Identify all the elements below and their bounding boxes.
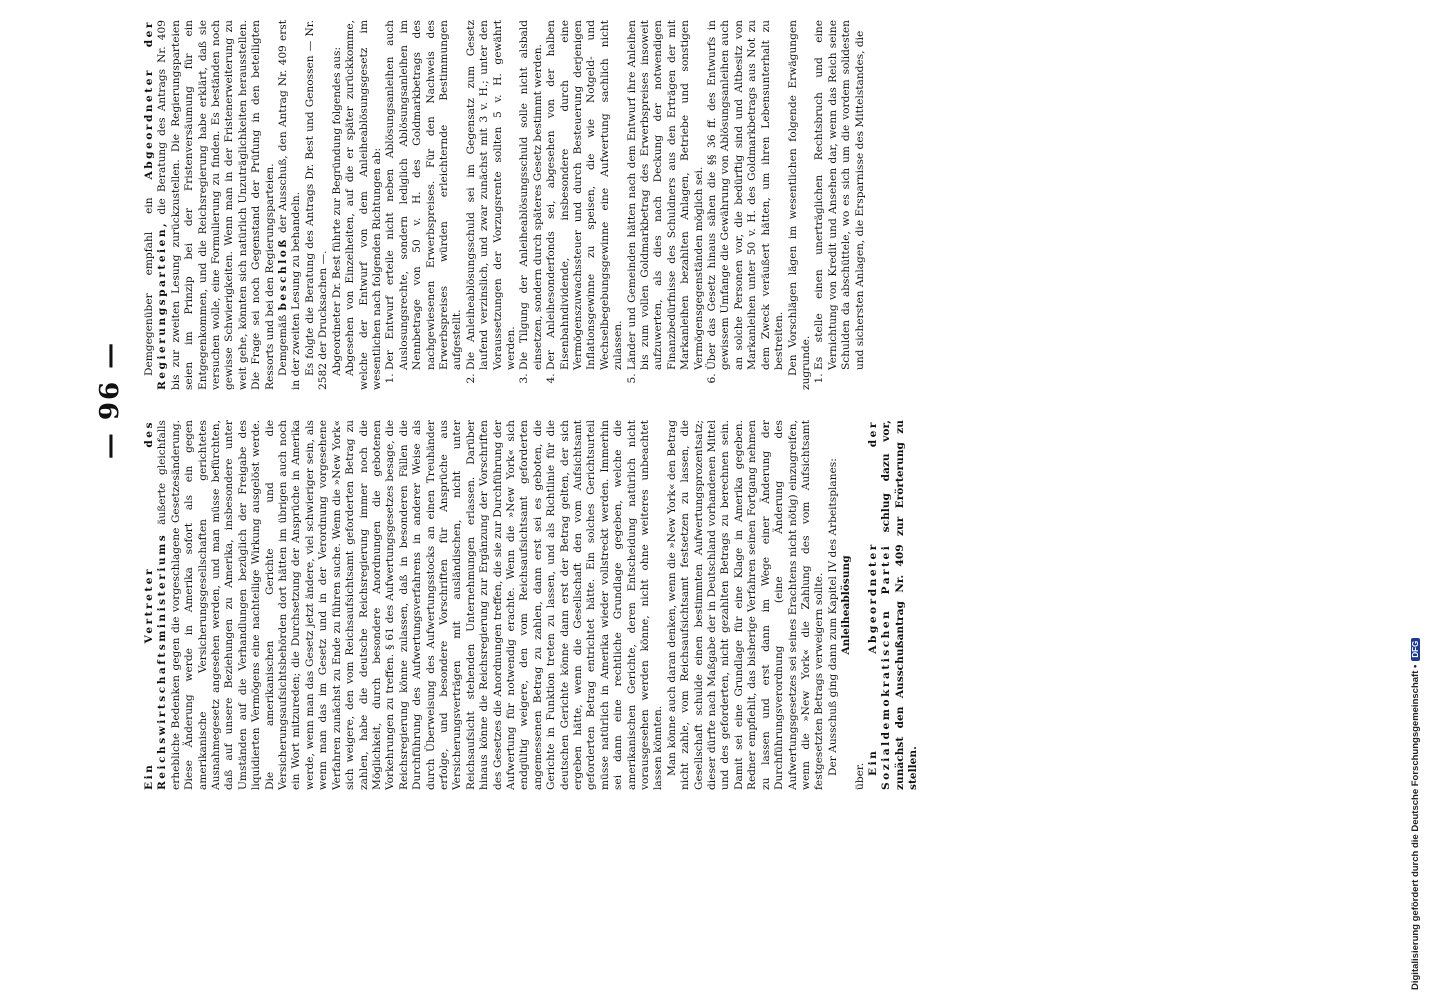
paragraph	[277, 20, 304, 390]
list-item: 1. Der Entwurf erteile nicht neben Ablösungsanleihen auch Auslosungsrechte, sondern lediglich Ablösungsanleihen im Nennbetrage von 50 v. H. des Goldmarkbetrags des nachgewiesenen Erwerbspreises. Für den Nachweis des Erwerbspreises würden erleichternde Bestimmungen aufgestellt.	[384, 20, 464, 370]
paragraph: Abgeordneter Dr. Best führte zur Begründung folgendes aus:	[330, 46, 343, 376]
numbered-list	[813, 20, 867, 390]
section-heading: Anleiheablösung	[840, 555, 853, 655]
paragraph-text: die Beratung des Antrags Nr. 409 bis zur zweiten Lesung zurückzustellen. Die Regierungsparteien seien im Prinzip bei der Fristenversäumung für ein Entgegenkommen, und die Reichsregierung habe erklärt, daß sie versuchen wolle, eine Formulierung zu finden. Es beständen noch gewisse Schwierigkeiten. Wenn man in der Fristenerweiterung zu weit gehe, könnten sich natürlich Unzuträglichkeiten herausstellen. Die Frage sei noch Gegenstand der Prüfung in den beteiligten Ressorts und bei den Regierungsparteien.	[156, 20, 276, 390]
page-number: — 96 —	[95, 340, 125, 460]
rotated-page	[95, 10, 1285, 790]
paragraph	[867, 420, 921, 790]
paragraph-text: Demgemäß	[277, 314, 290, 376]
list-item: 5. Länder und Gemeinden hätten nach dem Entwurf ihre Anleihen bis zum vollen Goldmarkbetrag des Erwerbspreises insoweit aufzuwerten, als dies nach Deckung der notwendigen Finanzbedürfnisse des Schuldners aus den Erträgen der mit Markanleihen bezahlten Anlagen, Betriebe und sonstigen Vermögensgegenständen möglich sei.	[626, 20, 706, 370]
credit-text: Digitalisierung gefördert durch die Deutsche Forschungsgemeinschaft •	[1410, 664, 1421, 990]
paragraph: Abgesehen von Einzelheiten, auf die er später zurückkomme, welche der Entwurf von dem Anleiheablösungsgesetz im wesentlichen nach folgenden Richtungen ab:	[344, 20, 383, 390]
credit-line	[1410, 638, 1421, 990]
list-item: 4. Der Anleihesonderfonds sei, abgesehen von der halben Eisenbahndividende, insbesondere durch eine Vermögenszuwachssteuer und durch Besteuerung derjenigen Inflationsgewinne zu speisen, die wie Notgeld- und Wechselbegebungsgewinne eine Aufwertung sachlich nicht zulassen.	[545, 20, 625, 370]
right-column	[143, 20, 933, 390]
numbered-list	[384, 20, 786, 390]
emphasis: beschloß	[277, 237, 290, 311]
paragraph: Den Vorschlägen lägen im wesentlichen folgende Erwägungen zugrunde.	[786, 20, 812, 390]
speaker-label: Ein Vertreter des Reichswirtschaftsministeriums	[143, 420, 169, 790]
paragraph: Man könne auch daran denken, wenn die »New York« den Betrag nicht zahle, vom Reichsaufsichtsamt festsetzen zu lassen, die Gesellschaft schulde einen bestimmten Aufwertungsprozentsatz; dieser dürfte nach Maßgabe der in Deutschland vorhandenen Mittel und des geforderten, nicht gezahlten Betrags zu berechnen sein. Damit sei eine Grundlage für eine Klage in Amerika gegeben. Redner empfiehlt, das bisherige Verfahren seinen Fortgang nehmen zu lassen und erst dann im Wege einer Änderung der Durchführungsverordnung (eine Änderung des Aufwertungsgesetzes sei seines Erachtens nicht nötig) einzugreifen, wenn die »New York« die Zahlung des vom Aufsichtsamt festgesetzten Betrags verweigern sollte.	[665, 420, 826, 790]
paragraph	[143, 420, 666, 790]
dfg-logo: DFG	[1411, 638, 1420, 661]
paragraph: über.	[853, 762, 866, 790]
list-item: 1. Es stelle einen unerträglichen Rechtsbruch und eine Vernichtung von Kredit und Ansehen dar, wenn das Reich seine Schulden da abschüttele, wo es sich um die vordem solidesten und sichersten Anlagen, die Ersparnisse des Mittelstandes, die	[813, 20, 867, 370]
list-item: 6. Über das Gesetz hinaus sähen die §§ 36 ff. des Entwurfs in gewissem Umfange die Gewährung von Ablösungsanleihen auch an solche Personen vor, die bedürftig sind und Altbesitz von Markanleihen unter 50 v. H. des Goldmarkbetrags aus Not zu dem Zweck veräußert hätten, um ihren Lebensunterhalt zu bestreiten.	[706, 20, 786, 370]
paragraph-text: äußerte gleichfalls erhebliche Bedenken gegen die vorgeschlagene Gesetzesänderung. Diese Änderung werde in Amerika sofort als ein gegen amerikanische Versicherungsgesellschaften gerichtetes Ausnahmegesetz angesehen werden, und man müsse befürchten, daß auf unsere Beziehungen zu Amerika, insbesondere unter Umständen auf die Verhandlungen bezüglich der Freigabe des liquidierten Vermögens eine nachteilige Wirkung ausgelöst werde. Die amerikanischen Gerichte und die Versicherungsaufsichtsbehörden dort hätten im übrigen auch noch ein Wort mitzureden; die Durchsetzung der Ansprüche in Amerika werde, wenn man das Gesetz jetzt ändere, viel schwieriger sein, als wenn man das im Gesetz und in der Verordnung vorgesehene Verfahren zunächst zu Ende zu führen suche. Wenn die »New York« sich weigere, den vom Reichsaufsichtsamt geforderten Betrag zu zahlen, habe die deutsche Reichsregierung immer noch die Möglichkeit, durch besondere Anordnungen die gebotenen Vorkehrungen zu treffen. § 61 des Aufwertungsgesetzes besage, die Reichsregierung könne zulassen, daß in besonderen Fällen die Durchführung des Aufwertungsverfahrens in anderer Weise als durch Überweisung des Aufwertungsstocks an einen Treuhänder erfolge, und besondere Vorschriften für Ansprüche aus Versicherungsverträgen mit ausländischen, nicht unter Reichsaufsicht stehenden Unternehmungen erlassen. Darüber hinaus könne die Reichsregierung zur Ergänzung der Vorschriften des Gesetzes die Anordnungen treffen, die sie zur Durchführung der Aufwertung für notwendig erachte. Wenn die »New York« sich endgültig weigere, den vom Reichsaufsichtsamt geforderten angemessenen Betrag zu zahlen, dann erst sei es geboten, die Gerichte in Funktion treten zu lassen, und als Richtlinie für die deutschen Gerichte könne dann erst der Betrag gelten, der sich ergeben hätte, wenn die Gesellschaft den vom Aufsichtsamt geforderten Betrag entrichtet hätte. Ein solches Gerichtsurteil müsse natürlich in Amerika wieder vollstreckt werden. Immerhin sei dann eine rechtliche Grundlage gegeben, welche die amerikanischen Gerichte, deren Entscheidung natürlich nicht vorausgesehen werden könne, nicht ohne weiteres unbeachtet lassen könnten.	[156, 420, 665, 790]
speaker-label: Abgeordneter der Regierungsparteien,	[143, 20, 169, 390]
list-item: 3. Die Tilgung der Anleiheablösungsschuld solle nicht alsbald einsetzen, sondern durch späteres Gesetz bestimmt werden.	[518, 20, 545, 370]
paragraph-text: schlug dazu vor, zunächst den Ausschußantrag Nr. 409 zur Erörterung zu stellen.	[880, 420, 920, 790]
paragraph: Es folgte die Beratung des Antrags Dr. Best und Genossen — Nr. 2582 der Drucksachen —.	[303, 20, 330, 390]
paragraph	[143, 20, 277, 390]
paragraph: Der Ausschuß ging dann zum Kapitel IV des Arbeitsplanes:	[826, 458, 839, 776]
paragraph-text: der Ausschuß, den Antrag Nr. 409 erst in der zweiten Lesung zu behandeln.	[277, 20, 303, 390]
paragraph-text: Demgegenüber empfahl ein	[143, 197, 155, 376]
digitization-credit	[1400, 0, 1434, 1000]
speaker-label: Ein Abgeordneter der Sozialdemokratischen Partei	[866, 420, 893, 790]
left-column	[143, 420, 933, 790]
list-item: 2. Die Anleiheablösungsschuld sei im Gegensatz zum Gesetz laufend verzinslich, und zwar zunächst mit 3 v. H.; unter den Voraussetzungen der Vorzugsrente sollten 5 v. H. gewährt werden.	[465, 20, 519, 370]
